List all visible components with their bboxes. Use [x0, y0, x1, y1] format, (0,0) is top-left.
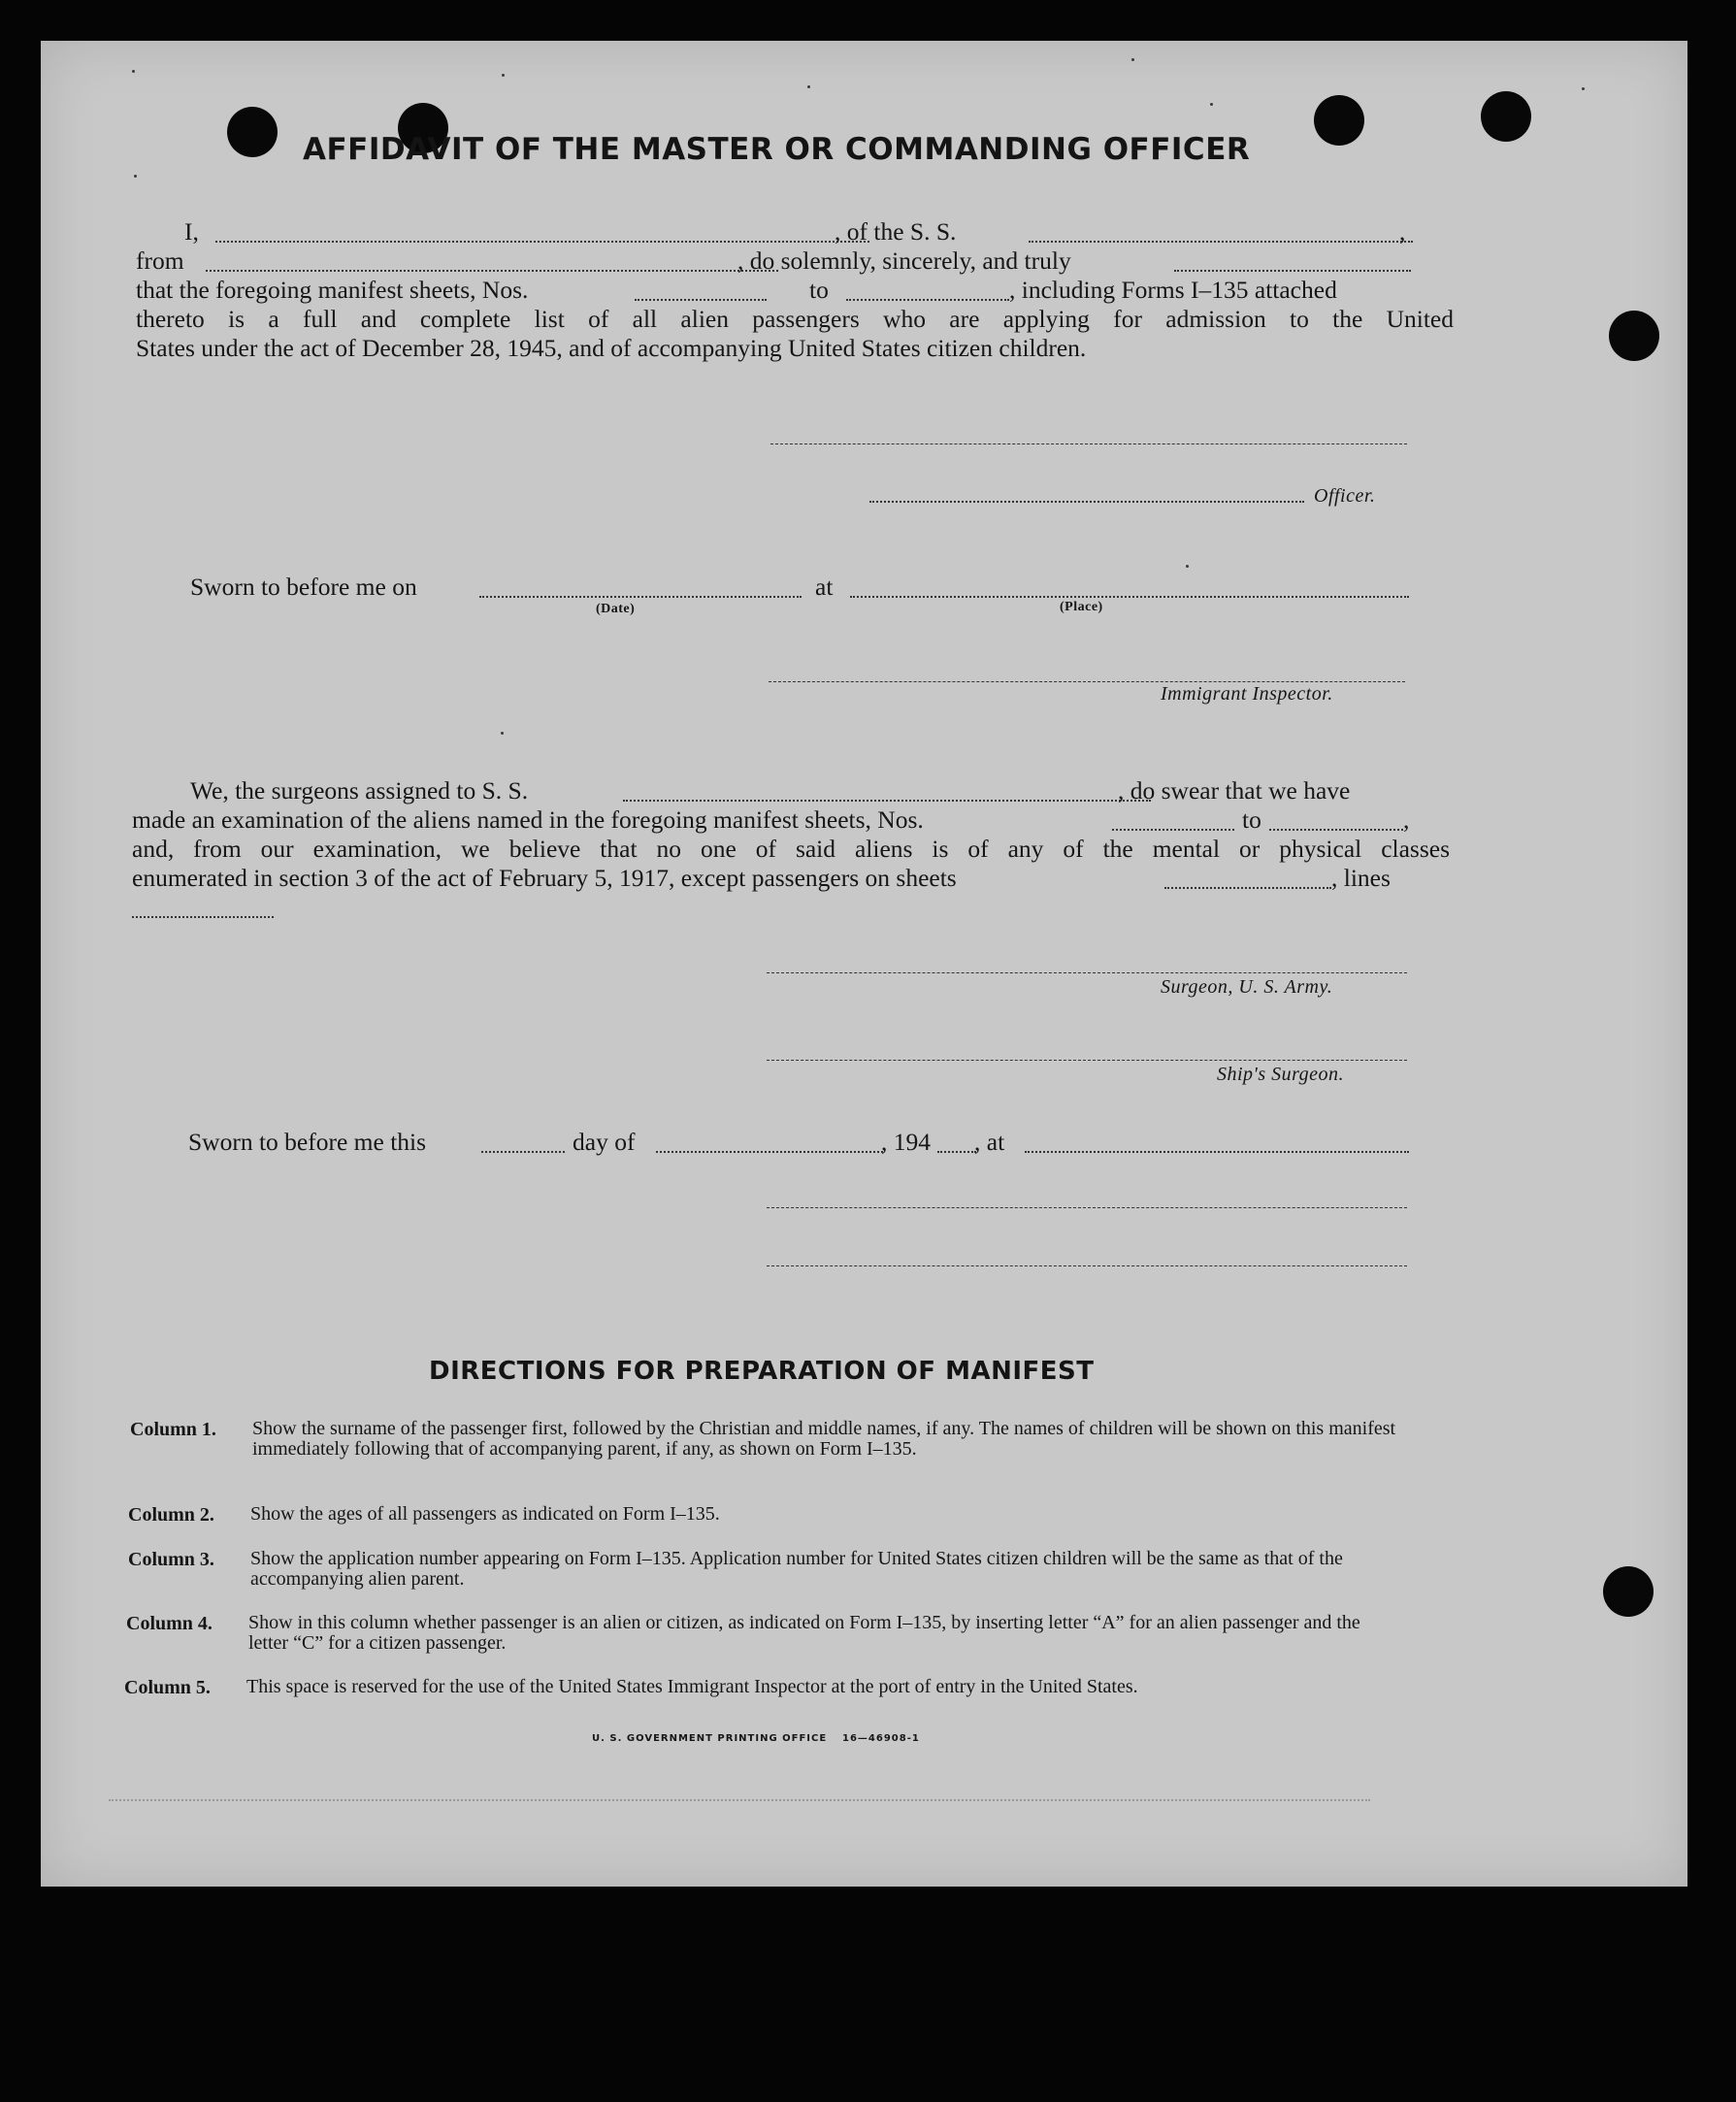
text-I: I,	[184, 217, 199, 246]
surgeon-sheet-to-field[interactable]	[1269, 829, 1403, 831]
punch-hole	[1481, 91, 1531, 142]
ship-surgeon-label: Ship's Surgeon.	[1217, 1064, 1345, 1085]
punch-hole	[1603, 1566, 1654, 1617]
sheet-from-field[interactable]	[635, 299, 767, 301]
form-code: 16—46908-1	[842, 1733, 920, 1744]
text-comma2: ,	[1403, 805, 1410, 834]
directions-title: DIRECTIONS FOR PREPARATION OF MANIFEST	[429, 1357, 1095, 1386]
column-1-text: Show the surname of the passenger first, followed by the Christian and middle names, if any. The names of children will be shown on this manifest immediately following that of accompanying parent, if any, as shown on Form I–135.	[252, 1418, 1396, 1460]
text-act-1945: States under the act of December 28, 1945, and of accompanying United States citizen children.	[136, 334, 1087, 362]
text-from: from	[136, 246, 184, 275]
text-at: at	[815, 573, 834, 601]
inspector2-signature-line[interactable]	[767, 1207, 1407, 1208]
column-5-label: Column 5.	[124, 1677, 211, 1698]
column-5-text: This space is reserved for the use of the United States Immigrant Inspector at the port of entry in the United States.	[246, 1676, 1138, 1697]
sworn-place2-field[interactable]	[1025, 1151, 1409, 1153]
army-surgeon-label: Surgeon, U. S. Army.	[1161, 976, 1333, 998]
oath-word-field[interactable]	[1174, 270, 1411, 272]
column-3-text: Show the application number appearing on Form I–135. Application number for United States citizen children will be the same as that of the accompanying alien parent.	[250, 1548, 1343, 1590]
date-caption: (Date)	[596, 602, 636, 616]
column-1-label: Column 1.	[130, 1419, 216, 1440]
except-sheets-field[interactable]	[1164, 887, 1331, 889]
master-name-field[interactable]	[215, 241, 869, 243]
column-4-label: Column 4.	[126, 1613, 213, 1634]
affidavit-title: AFFIDAVIT OF THE MASTER OR COMMANDING OFFICER	[303, 132, 1251, 167]
surgeon-sheet-from-field[interactable]	[1112, 829, 1234, 831]
text-do-swear: , do swear that we have	[1118, 776, 1351, 805]
text-surgeon-to: to	[1242, 805, 1261, 834]
text-solemnly: , do solemnly, sincerely, and truly	[737, 246, 1071, 275]
sworn-month-field[interactable]	[656, 1151, 883, 1153]
column-4-text: Show in this column whether passenger is an alien or citizen, as indicated on Form I–135, by inserting letter “A” for an alien passenger and the letter “C” for a citizen passenger.	[248, 1612, 1360, 1654]
text-of-ss: , of the S. S.	[835, 217, 957, 246]
inspector2-title-line[interactable]	[767, 1265, 1407, 1266]
column-2-label: Column 2.	[128, 1504, 214, 1526]
inspector-signature-line[interactable]	[769, 681, 1405, 682]
officer-signature-line[interactable]	[770, 443, 1407, 444]
text-day-of: day of	[573, 1128, 636, 1156]
text-at2: , at	[974, 1128, 1005, 1156]
printer-credit: U. S. GOVERNMENT PRINTING OFFICE	[592, 1733, 828, 1744]
sworn-year-field[interactable]	[937, 1151, 976, 1153]
sworn-place-field[interactable]	[850, 596, 1409, 598]
text-194: , 194	[881, 1128, 931, 1156]
bottom-faint-line	[109, 1799, 1370, 1801]
punch-hole	[1314, 95, 1364, 146]
sheet-to-field[interactable]	[846, 299, 1009, 301]
text-sworn-this: Sworn to before me this	[188, 1128, 427, 1156]
text-including-forms: , including Forms I–135 attached	[1009, 276, 1337, 304]
surgeons-ship-field[interactable]	[623, 800, 1151, 802]
text-full-list: thereto is a full and complete list of all alien passengers who are applying for admission to the United	[136, 305, 1454, 333]
sworn-day-field[interactable]	[481, 1151, 565, 1153]
sworn-date-field[interactable]	[479, 596, 802, 598]
punch-hole	[1609, 311, 1659, 361]
text-to: to	[809, 276, 829, 304]
ship-surgeon-signature-line[interactable]	[767, 1060, 1407, 1061]
text-lines: , lines	[1331, 864, 1391, 892]
place-caption: (Place)	[1060, 600, 1103, 614]
column-3-label: Column 3.	[128, 1549, 214, 1570]
text-surgeons-assigned: We, the surgeons assigned to S. S.	[190, 776, 529, 805]
text-comma: ,	[1399, 217, 1406, 246]
form-sheet	[41, 41, 1687, 1887]
text-sworn-on: Sworn to before me on	[190, 573, 417, 601]
ship-name-field[interactable]	[1029, 241, 1413, 243]
text-examination: made an examination of the aliens named in the foregoing manifest sheets, Nos.	[132, 805, 924, 834]
lines-field[interactable]	[132, 916, 274, 918]
text-manifest-sheets: that the foregoing manifest sheets, Nos.	[136, 276, 529, 304]
text-mental-classes: and, from our examination, we believe that no one of said aliens is of any of the mental or physical classes	[132, 835, 1450, 863]
officer-title-field[interactable]	[869, 501, 1304, 503]
army-surgeon-signature-line[interactable]	[767, 972, 1407, 973]
inspector-label: Immigrant Inspector.	[1161, 683, 1333, 705]
punch-hole	[227, 107, 278, 157]
column-2-text: Show the ages of all passengers as indicated on Form I–135.	[250, 1503, 720, 1525]
text-section-3: enumerated in section 3 of the act of February 5, 1917, except passengers on sheets	[132, 864, 957, 892]
departure-port-field[interactable]	[206, 270, 778, 272]
officer-label: Officer.	[1314, 485, 1376, 507]
